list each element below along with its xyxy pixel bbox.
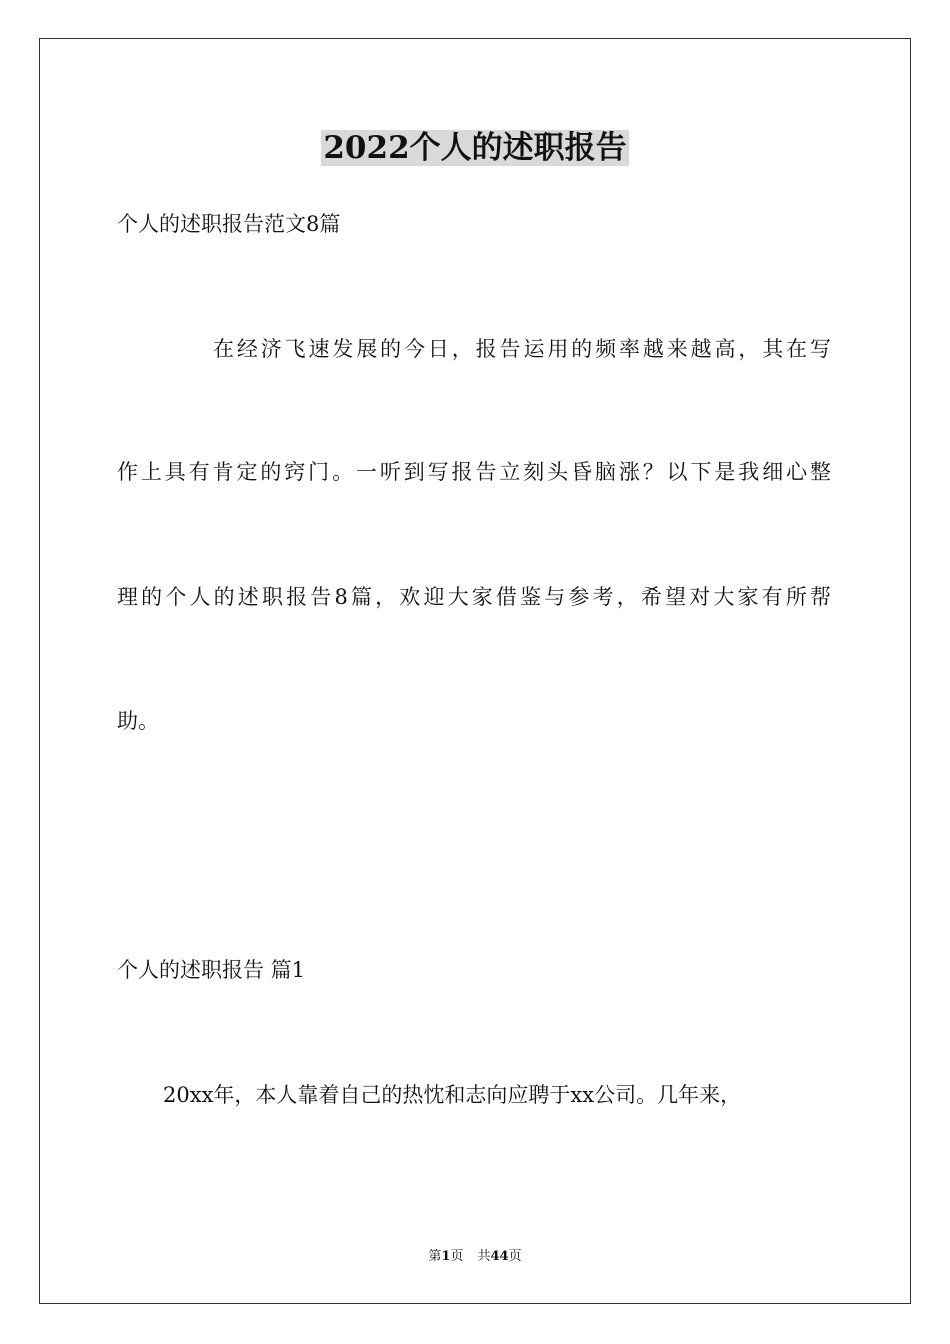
footer-total-prefix: 共 <box>477 1249 491 1264</box>
section-heading: 个人的述职报告 篇1 <box>117 958 306 982</box>
intro-line-1: 在经济飞速发展的今日，报告运用的频率越来越高，其在写 <box>213 337 831 361</box>
document-title <box>0 126 950 170</box>
page-footer <box>0 1248 950 1266</box>
document-title-text: 2022个人的述职报告 <box>323 130 627 166</box>
footer-page-prefix: 第 <box>428 1249 442 1264</box>
footer-total-unit: 页 <box>508 1249 522 1264</box>
intro-line-4: 助。 <box>117 709 159 733</box>
footer-page-unit: 页 <box>450 1249 464 1264</box>
intro-line-2: 作上具有肯定的窍门。一听到写报告立刻头昏脑涨？以下是我细心整 <box>117 460 831 484</box>
document-subtitle: 个人的述职报告范文8篇 <box>117 212 341 236</box>
footer-page-current: 1 <box>441 1249 451 1264</box>
intro-line-3: 理的个人的述职报告8篇，欢迎大家借鉴与参考，希望对大家有所帮 <box>117 585 831 609</box>
section-first-line: 20xx年，本人靠着自己的热忱和志向应聘于xx公司。几年来， <box>163 1083 742 1107</box>
footer-page-total: 44 <box>490 1249 509 1264</box>
